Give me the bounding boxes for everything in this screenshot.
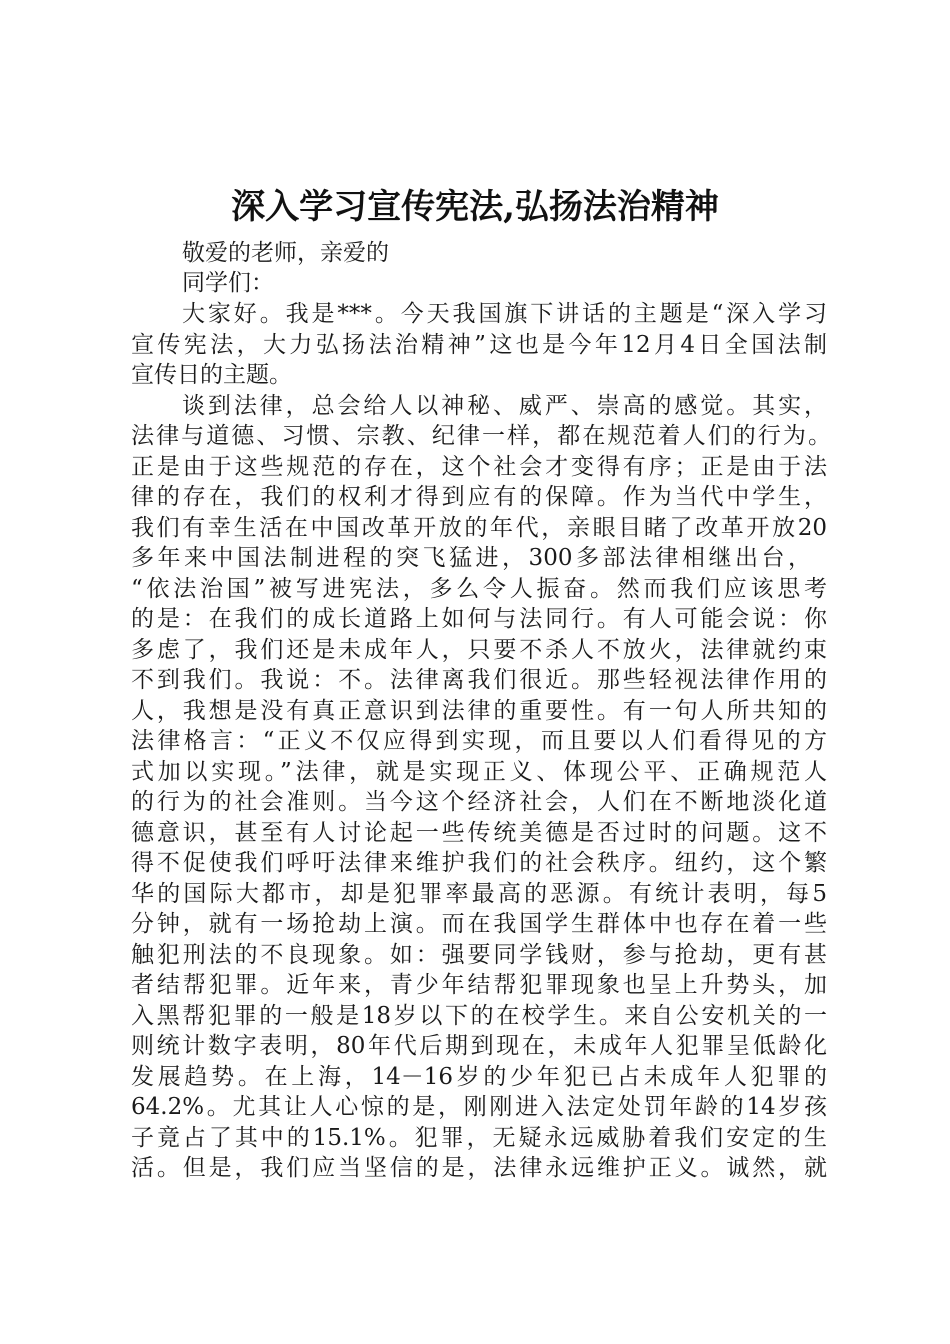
paragraph-line: 大家好。我是***。今天我国旗下讲话的主题是“深入学习 — [182, 301, 827, 327]
paragraph-line: 我们有幸生活在中国改革开放的年代，亲眼目睹了改革开放20 — [131, 515, 827, 541]
document-title: 深入学习宣传宪法,弘扬法治精神 — [231, 187, 719, 227]
paragraph-line: 分钟，就有一场抢劫上演。而在我国学生群体中也存在着一些 — [131, 911, 827, 937]
paragraph-line: 人，我想是没有真正意识到法律的重要性。有一句人所共知的 — [131, 698, 827, 724]
paragraph-line: “依法治国”被写进宪法，多么令人振奋。然而我们应该思考 — [131, 576, 827, 602]
paragraph-line: 德意识，甚至有人讨论起一些传统美德是否过时的问题。这不 — [131, 820, 827, 846]
paragraph-line: 子竟占了其中的15.1%。犯罪，无疑永远威胁着我们安定的生 — [131, 1125, 827, 1151]
paragraph-line: 入黑帮犯罪的一般是18岁以下的在校学生。来自公安机关的一 — [131, 1003, 827, 1029]
paragraph-line: 的是：在我们的成长道路上如何与法同行。有人可能会说：你 — [131, 606, 827, 632]
paragraph-line: 式加以实现。”法律，就是实现正义、体现公平、正确规范人 — [131, 759, 827, 785]
paragraph-line: 华的国际大都市，却是犯罪率最高的恶源。有统计表明，每5 — [131, 881, 827, 907]
salutation-line-1: 敬爱的老师，亲爱的 — [182, 240, 389, 266]
paragraph-line: 得不促使我们呼吁法律来维护我们的社会秩序。纽约，这个繁 — [131, 850, 827, 876]
paragraph-line: 律的存在，我们的权利才得到应有的保障。作为当代中学生， — [131, 484, 827, 510]
paragraph-line: 宣传日的主题。 — [131, 362, 292, 388]
paragraph-line: 不到我们。我说：不。法律离我们很近。那些轻视法律作用的 — [131, 667, 827, 693]
paragraph-line: 多虑了，我们还是未成年人，只要不杀人不放火，法律就约束 — [131, 637, 827, 663]
paragraph-line: 谈到法律，总会给人以神秘、威严、崇高的感觉。其实， — [182, 393, 827, 419]
paragraph-line: 则统计数字表明，80年代后期到现在，未成年人犯罪呈低龄化 — [131, 1033, 827, 1059]
paragraph-line: 法律与道德、习惯、宗教、纪律一样，都在规范着人们的行为。 — [131, 423, 831, 449]
paragraph-line: 触犯刑法的不良现象。如：强要同学钱财，参与抢劫，更有甚 — [131, 942, 827, 968]
paragraph-line: 多年来中国法制进程的突飞猛进，300多部法律相继出台， — [131, 545, 811, 571]
paragraph-line: 活。但是，我们应当坚信的是，法律永远维护正义。诚然，就 — [131, 1155, 827, 1181]
salutation-line-2: 同学们： — [182, 270, 274, 296]
paragraph-line: 宣传宪法，大力弘扬法治精神”这也是今年12月4日全国法制 — [131, 332, 827, 358]
paragraph-line: 的行为的社会准则。当今这个经济社会，人们在不断地淡化道 — [131, 789, 827, 815]
paragraph-line: 正是由于这些规范的存在，这个社会才变得有序；正是由于法 — [131, 454, 827, 480]
paragraph-line: 者结帮犯罪。近年来，青少年结帮犯罪现象也呈上升势头，加 — [131, 972, 827, 998]
paragraph-line: 64.2%。尤其让人心惊的是，刚刚进入法定处罚年龄的14岁孩 — [131, 1094, 827, 1120]
paragraph-line: 发展趋势。在上海，14－16岁的少年犯已占未成年人犯罪的 — [131, 1064, 827, 1090]
paragraph-line: 法律格言：“正义不仅应得到实现，而且要以人们看得见的方 — [131, 728, 827, 754]
